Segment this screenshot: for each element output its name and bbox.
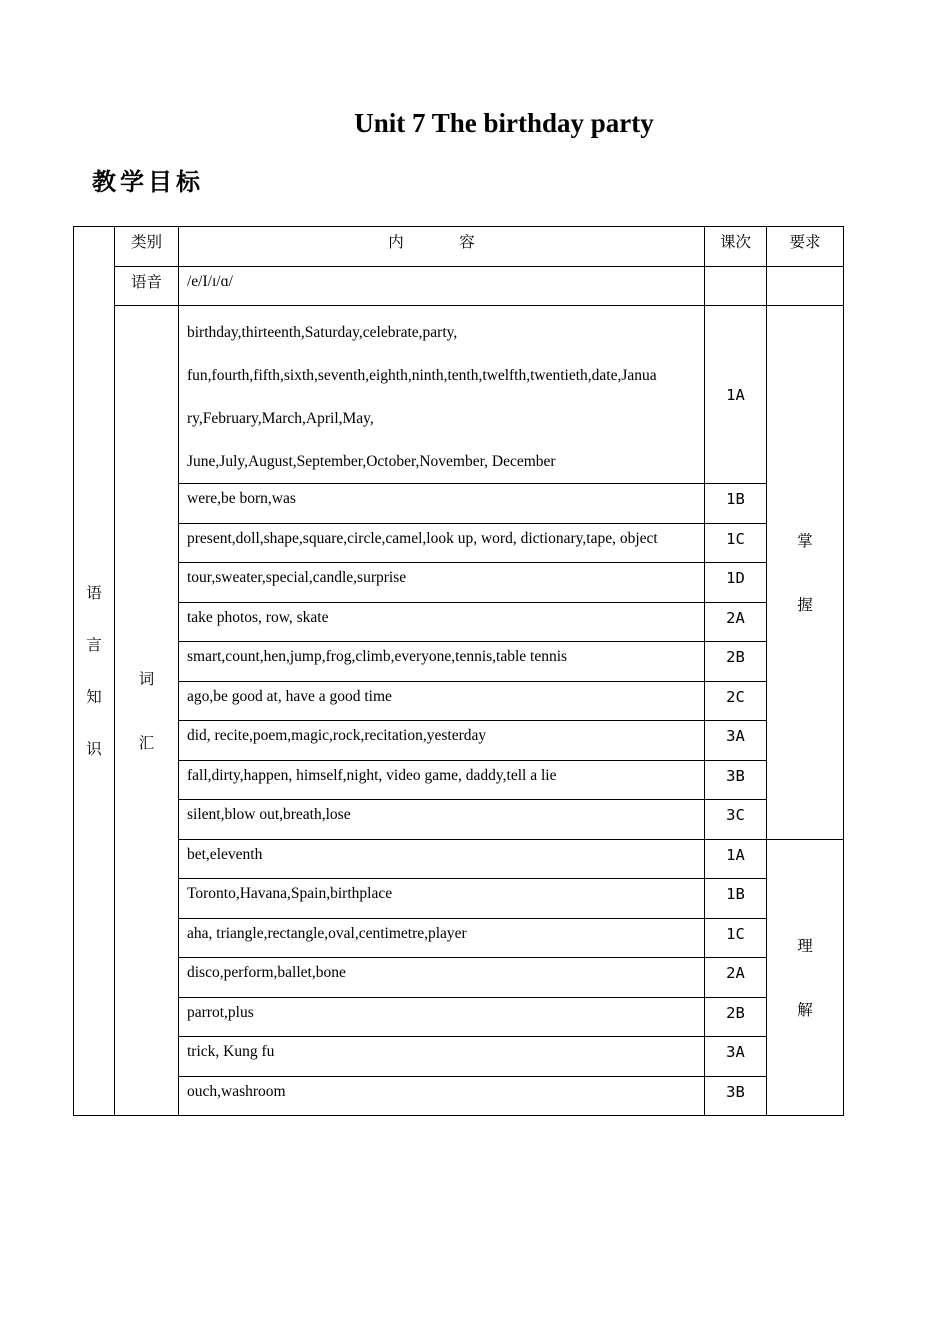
vocab-content: trick, Kung fu [179, 1037, 705, 1077]
understand-label-char: 理 [797, 936, 813, 955]
vocab-line: birthday,thirteenth,Saturday,celebrate,party, [187, 324, 458, 341]
side-label-char: 言 [86, 636, 102, 654]
header-row [74, 227, 844, 267]
table-row [74, 840, 844, 879]
lesson-cell: 1B [705, 879, 767, 919]
phonetics-row [74, 267, 844, 306]
lesson-cell: 3A [705, 721, 767, 761]
vocab-content: smart,count,hen,jump,frog,climb,everyone,tennis,table tennis [179, 642, 705, 682]
vocab-content: bet,eleventh [179, 840, 705, 879]
table-row [74, 306, 844, 484]
header-content-label: 内 容 [388, 233, 495, 251]
vocab-line: June,July,August,September,October,November, December [187, 453, 556, 470]
vocab-content: disco,perform,ballet,bone [179, 958, 705, 998]
phonetics-content: /e/I/ɪ/ɑ/ [179, 267, 705, 306]
side-label-cell [74, 227, 115, 1116]
phonetics-requirement [767, 267, 844, 306]
page-title: Unit 7 The birthday party [354, 108, 654, 138]
master-label-cell [767, 306, 844, 840]
lesson-cell: 2A [705, 603, 767, 642]
vocab-content: fall,dirty,happen, himself,night, video game, daddy,tell a lie [179, 761, 705, 800]
vocab-content: aha, triangle,rectangle,oval,centimetre,player [179, 919, 705, 958]
vocab-label-char: 汇 [138, 733, 155, 752]
vocab-content: ouch,washroom [179, 1077, 705, 1116]
vocab-line: fun,fourth,fifth,sixth,seventh,eighth,ninth,tenth,twelfth,twentieth,date,Janua [187, 367, 657, 384]
understand-label-char: 解 [797, 1000, 813, 1019]
table-row [74, 682, 844, 721]
phonetics-lesson [705, 267, 767, 306]
lesson-cell: 1C [705, 524, 767, 563]
vocab-content: silent,blow out,breath,lose [179, 800, 705, 840]
lesson-cell: 2C [705, 682, 767, 721]
table-row [74, 919, 844, 958]
vocab-content: were,be born,was [179, 484, 705, 524]
table-row [74, 958, 844, 998]
side-label-char: 识 [86, 740, 102, 758]
master-label-char: 掌 [797, 531, 813, 550]
table-row [74, 1077, 844, 1116]
lesson-cell: 2B [705, 998, 767, 1037]
vocab-content: parrot,plus [179, 998, 705, 1037]
vocab-label-cell [115, 306, 179, 1116]
lesson-cell: 3B [705, 1077, 767, 1116]
vocab-content: did, recite,poem,magic,rock,recitation,yesterday [179, 721, 705, 761]
lesson-cell: 1A [705, 840, 767, 879]
lesson-cell: 2A [705, 958, 767, 998]
lesson-cell: 2B [705, 642, 767, 682]
header-requirement: 要求 [767, 227, 844, 267]
vocab-content: take photos, row, skate [179, 603, 705, 642]
header-category: 类别 [115, 227, 179, 267]
lesson-cell: 1C [705, 919, 767, 958]
lesson-cell: 1D [705, 563, 767, 603]
table-row [74, 484, 844, 524]
table-row [74, 1037, 844, 1077]
vocab-content [179, 306, 705, 484]
header-content [179, 227, 705, 267]
vocab-line: ry,February,March,April,May, [187, 410, 374, 427]
objectives-table [73, 226, 844, 1116]
header-lesson: 课次 [705, 227, 767, 267]
vocab-content: present,doll,shape,square,circle,camel,look up, word, dictionary,tape, object [179, 524, 705, 563]
lesson-cell: 1B [705, 484, 767, 524]
master-label-char: 握 [797, 595, 813, 614]
table-row [74, 721, 844, 761]
table-row [74, 603, 844, 642]
table-row [74, 879, 844, 919]
phonetics-category: 语音 [115, 267, 179, 306]
table-row [74, 642, 844, 682]
table-row [74, 563, 844, 603]
section-heading: 教学目标 [92, 168, 204, 196]
lesson-cell: 3C [705, 800, 767, 840]
vocab-content: ago,be good at, have a good time [179, 682, 705, 721]
side-label-char: 知 [86, 688, 102, 706]
table-row [74, 998, 844, 1037]
table-row [74, 524, 844, 563]
table-row [74, 800, 844, 840]
vocab-label-char: 词 [138, 669, 155, 688]
lesson-cell: 3A [705, 1037, 767, 1077]
vocab-content: tour,sweater,special,candle,surprise [179, 563, 705, 603]
understand-label-cell [767, 840, 844, 1116]
table-row [74, 761, 844, 800]
lesson-cell: 3B [705, 761, 767, 800]
vocab-content: Toronto,Havana,Spain,birthplace [179, 879, 705, 919]
side-label-char: 语 [86, 584, 102, 602]
lesson-cell: 1A [705, 306, 767, 484]
